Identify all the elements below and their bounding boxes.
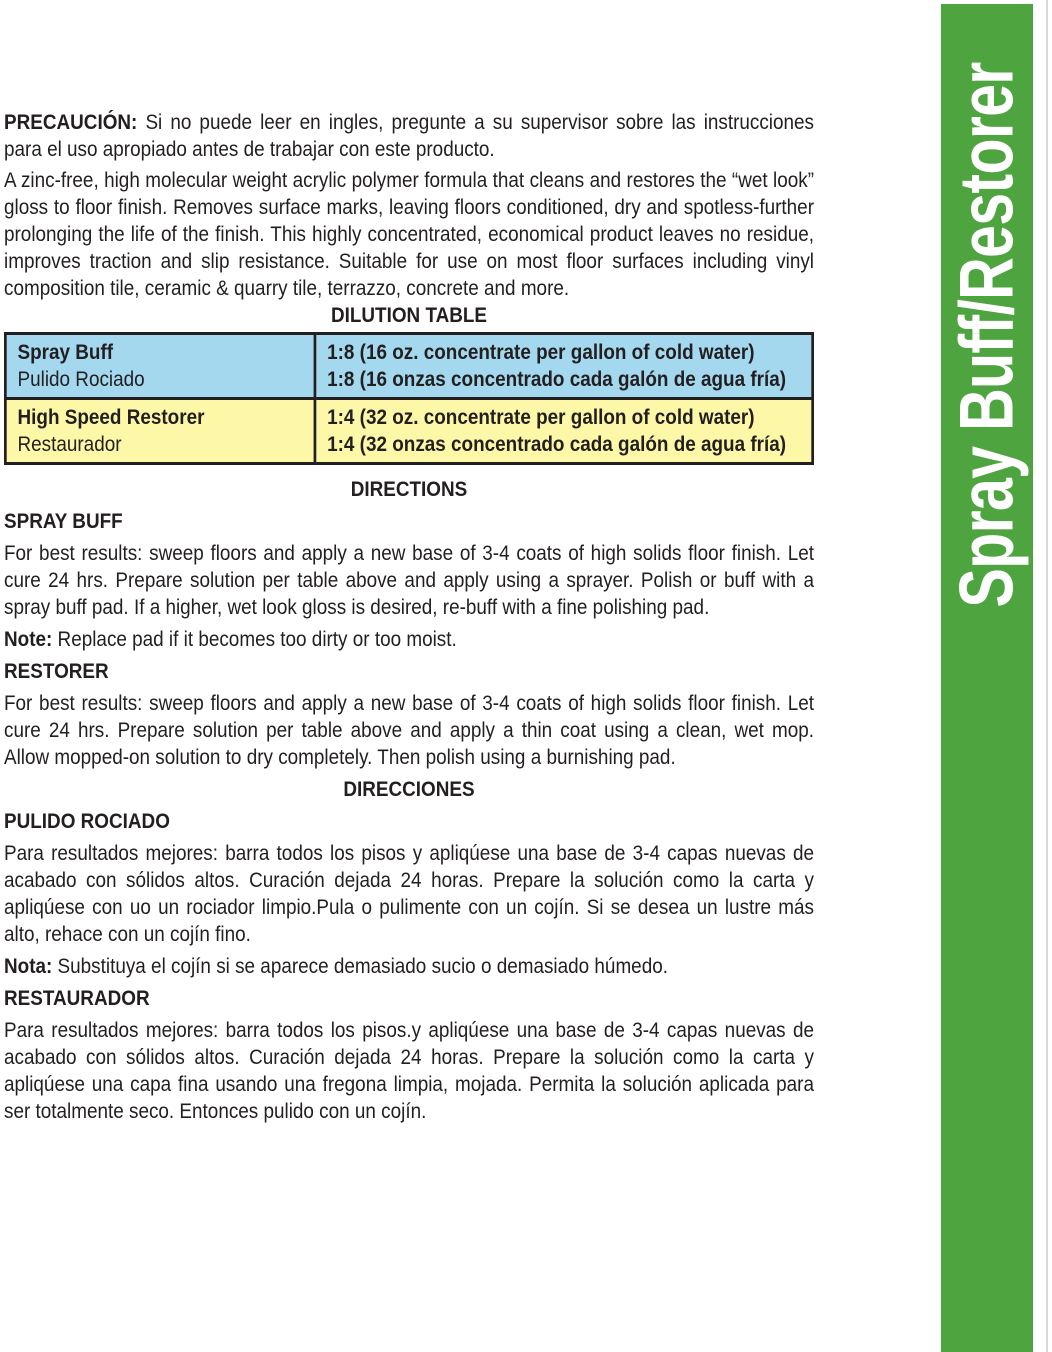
restorer-heading: RESTORER (4, 660, 109, 683)
side-title-text: Spray Buff/Restorer (944, 62, 1030, 608)
edge-divider (1046, 0, 1048, 1352)
precaution-text: Si no puede leer en ingles, pregunte a su supervisor sobre las instrucciones para el uso apropiado antes de trabajar con este producto. (4, 111, 815, 161)
side-title (944, 0, 1031, 684)
pulido-note (4, 953, 814, 980)
dilution-row-spray-buff (5, 334, 812, 399)
spray-buff-text: For best results: sweep floors and apply a new base of 3-4 coats of high solids floor finish. Let cure 24 hrs. Prepare solution per table above and apply using a sprayer. Polish or buff with a spray buff pad. If a higher, wet look gloss is desired, re-buff with a fine polishing pad. (4, 542, 814, 619)
note-label: Note: (4, 628, 53, 651)
precaution-paragraph (4, 109, 814, 163)
ratio-en: 1:8 (16 oz. concentrate per gallon of cold water) (327, 341, 755, 364)
nota-text: Substituya el cojín si se aparece demasiado sucio o demasiado húmedo. (52, 955, 668, 978)
ratio-es: 1:4 (32 onzas concentrado cada galón de agua fría) (327, 433, 787, 456)
product-name-es: Restaurador (17, 433, 122, 456)
product-name-en: Spray Buff (17, 341, 114, 364)
ratio-en: 1:4 (32 oz. concentrate per gallon of cold water) (327, 406, 755, 429)
label-body (4, 109, 814, 1125)
directions-title: DIRECTIONS (350, 478, 468, 501)
note-text: Replace pad if it becomes too dirty or too moist. (52, 628, 457, 651)
dilution-table-title: DILUTION TABLE (330, 304, 488, 327)
pulido-heading: PULIDO ROCIADO (4, 810, 170, 833)
direcciones-title: DIRECCIONES (343, 778, 475, 801)
product-name-es: Pulido Rociado (17, 368, 145, 391)
product-name-en: High Speed Restorer (17, 406, 205, 429)
dilution-row-restorer (5, 399, 812, 464)
dilution-table (4, 332, 814, 465)
dilution-product-cell (5, 399, 315, 464)
spray-buff-note (4, 626, 814, 653)
restorer-text: For best results: sweep floors and apply a new base of 3-4 coats of high solids floor finish. Let cure 24 hrs. Prepare solution per table above and apply a thin coat using a clean, wet mop. Allow mopped-on solution to dry completely. Then polish using a burnishing pad. (4, 692, 814, 769)
product-description: A zinc-free, high molecular weight acrylic polymer formula that cleans and restores the “wet look” gloss to floor finish. Removes surface marks, leaving floors conditioned, dry and spotless-further prolonging the life of the finish. This highly concentrated, economical product leaves no residue, improves traction and slip resistance. Suitable for use on most floor surfaces including vinyl composition tile, ceramic & quarry tile, terrazzo, concrete and more. (4, 169, 814, 300)
restaurador-text: Para resultados mejores: barra todos los pisos.y apliqúese una base de 3-4 capas nuevas de acabado con sólidos altos. Curación dejada 24 horas. Prepare la solución como la carta y apliqúese una capa fina usando una fregona limpia, mojada. Permita la solución aplicada para ser totalmente seco. Entonces pulido con un cojín. (4, 1019, 814, 1123)
precaution-label: PRECAUCIÓN: (4, 111, 138, 134)
dilution-ratio-cell (315, 399, 813, 464)
pulido-text: Para resultados mejores: barra todos los pisos y apliqúese una base de 3-4 capas nuevas de acabado con sólidos altos. Curación dejada 24 horas. Prepare la solución como la carta y apliqúese con uo un rociador limpio.Pula o pulimente con un cojín. Si se desea un lustre más alto, rehace con un cojín fino. (4, 842, 814, 946)
dilution-product-cell (5, 334, 315, 399)
spray-buff-heading: SPRAY BUFF (4, 510, 123, 533)
dilution-ratio-cell (315, 334, 813, 399)
restaurador-heading: RESTAURADOR (4, 987, 150, 1010)
ratio-es: 1:8 (16 onzas concentrado cada galón de agua fría) (327, 368, 787, 391)
nota-label: Nota: (4, 955, 53, 978)
